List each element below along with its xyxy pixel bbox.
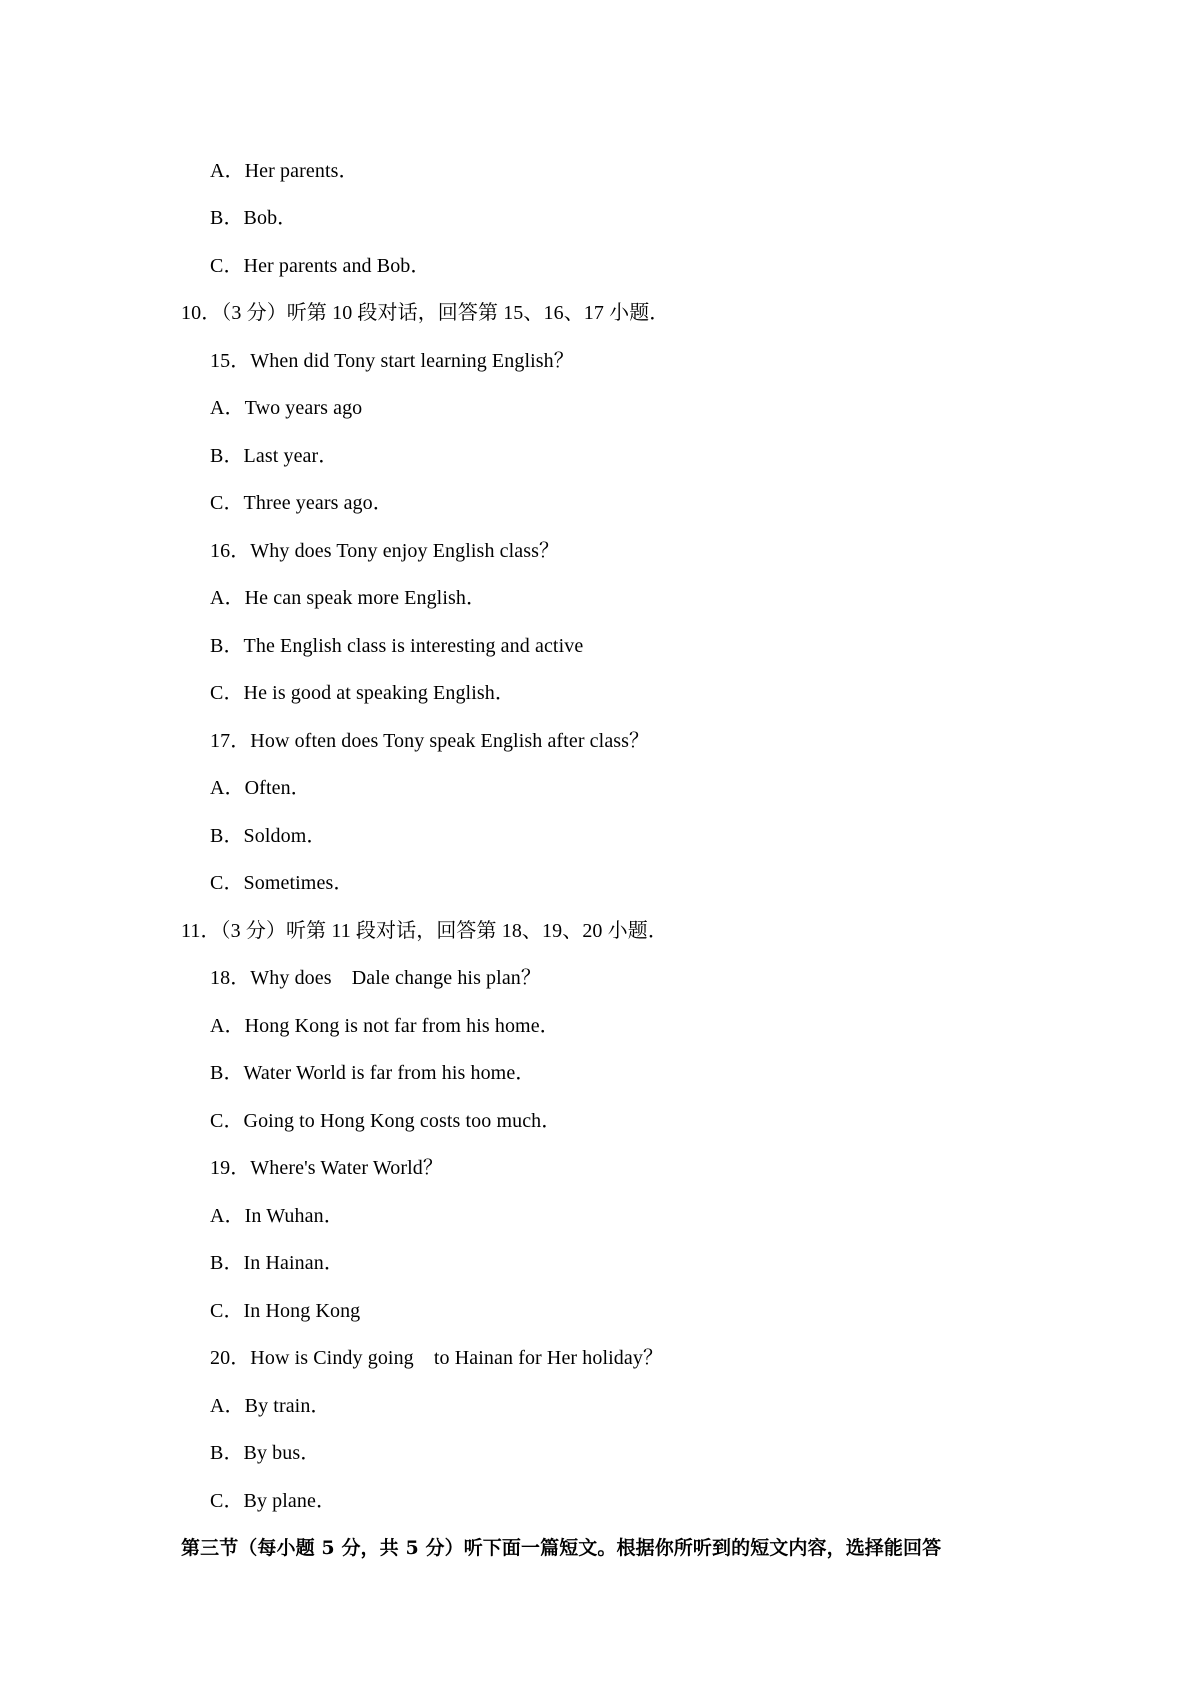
q9-option-c: C．Her parents and Bob． (210, 255, 431, 277)
q19-option-c: C．In Hong Kong (210, 1300, 361, 1322)
q16-option-a: A．He can speak more English． (210, 587, 487, 609)
q9-option-a: A．Her parents． (210, 160, 359, 182)
q18-option-b: B．Water World is far from his home． (210, 1062, 536, 1084)
q15-option-b: B．Last year． (210, 445, 339, 467)
q17-prompt: 17．How often does Tony speak English after class？ (210, 730, 650, 752)
q15-option-c: C．Three years ago． (210, 492, 393, 514)
q10-header: 10．（3 分）听第 10 段对话，回答第 15、16、17 小题． (181, 302, 670, 324)
q17-option-b: B．Soldom． (210, 825, 327, 847)
q20-option-b: B．By bus． (210, 1442, 321, 1464)
q17-option-a: A．Often． (210, 777, 311, 799)
q20-prompt: 20．How is Cindy going to Hainan for Her holiday？ (210, 1347, 664, 1369)
q15-prompt: 15．When did Tony start learning English？ (210, 350, 574, 372)
q18-option-a: A．Hong Kong is not far from his home． (210, 1015, 560, 1037)
q16-prompt: 16．Why does Tony enjoy English class？ (210, 540, 560, 562)
q17-option-c: C．Sometimes． (210, 872, 354, 894)
q19-prompt: 19．Where's Water World？ (210, 1157, 443, 1179)
q18-prompt: 18．Why does Dale change his plan？ (210, 967, 541, 989)
q20-option-a: A．By train． (210, 1395, 331, 1417)
q9-option-b: B．Bob． (210, 207, 298, 229)
q16-option-c: C．He is good at speaking English． (210, 682, 515, 704)
q19-option-a: A．In Wuhan． (210, 1205, 344, 1227)
q20-option-c: C．By plane． (210, 1490, 337, 1512)
q18-option-c: C．Going to Hong Kong costs too much． (210, 1110, 562, 1132)
q15-option-a: A．Two years ago (210, 397, 363, 419)
q19-option-b: B．In Hainan． (210, 1252, 344, 1274)
q16-option-b: B．The English class is interesting and active (210, 635, 584, 657)
section-three-heading: 第三节（每小题 5 分，共 5 分）听下面一篇短文。根据你所听到的短文内容，选择能回答 (181, 1537, 942, 1559)
q11-header: 11．（3 分）听第 11 段对话，回答第 18、19、20 小题． (181, 920, 668, 942)
